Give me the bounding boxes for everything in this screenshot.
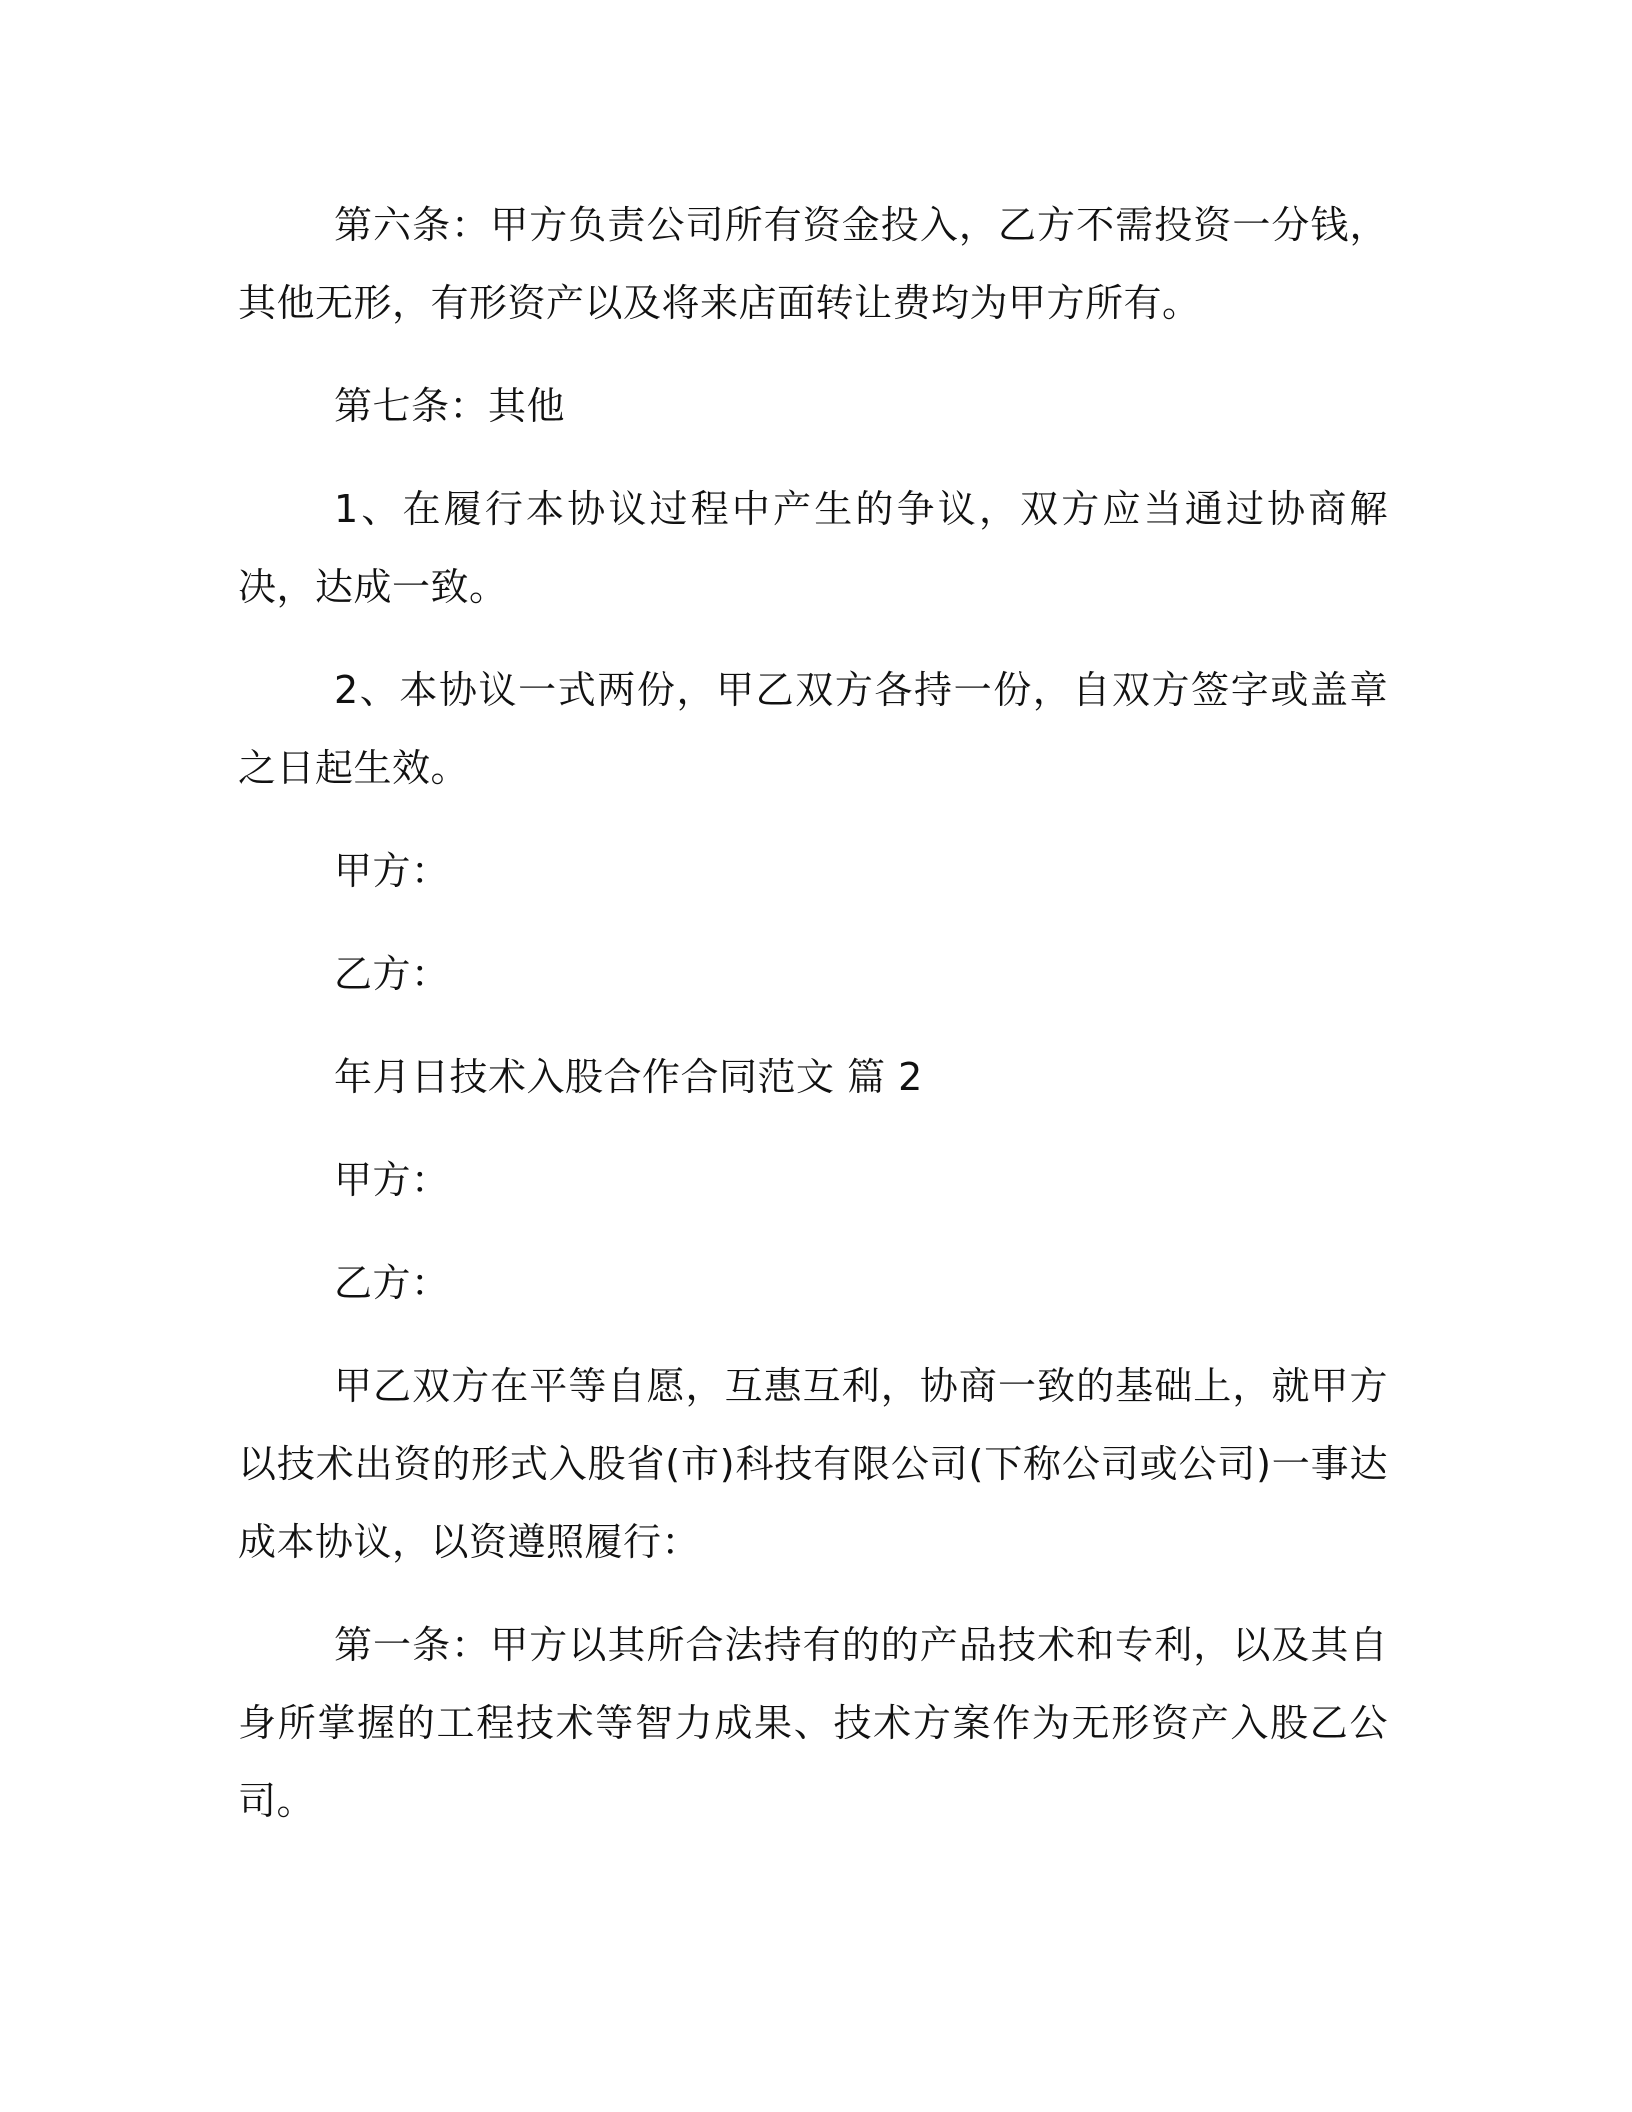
preamble-paragraph: 甲乙双方在平等自愿，互惠互利，协商一致的基础上，就甲方以技术出资的形式入股省(市)科技有限公司(下称公司或公司)一事达成本协议，以资遵照履行： bbox=[238, 1364, 1388, 1564]
party-b-label: 乙方： bbox=[334, 952, 450, 996]
document-body bbox=[238, 186, 1388, 1865]
party-a-label: 甲方： bbox=[334, 849, 450, 893]
article-7-heading: 第七条：其他 bbox=[334, 384, 566, 428]
article-7-clause-2: 2、本协议一式两份，甲乙双方各持一份，自双方签字或盖章之日起生效。 bbox=[238, 668, 1388, 790]
section-title: 年月日技术入股合作合同范文 篇 2 bbox=[334, 1055, 923, 1099]
article-6-paragraph: 第六条：甲方负责公司所有资金投入，乙方不需投资一分钱，其他无形，有形资产以及将来店面转让费均为甲方所有。 bbox=[238, 203, 1388, 325]
article-7-clause-1: 1、在履行本协议过程中产生的争议，双方应当通过协商解决，达成一致。 bbox=[238, 487, 1388, 609]
party-a-label-2: 甲方： bbox=[334, 1158, 450, 1202]
party-b-label-2: 乙方： bbox=[334, 1261, 450, 1305]
article-1-paragraph: 第一条：甲方以其所合法持有的的产品技术和专利，以及其自身所掌握的工程技术等智力成果、技术方案作为无形资产入股乙公司。 bbox=[238, 1623, 1388, 1823]
